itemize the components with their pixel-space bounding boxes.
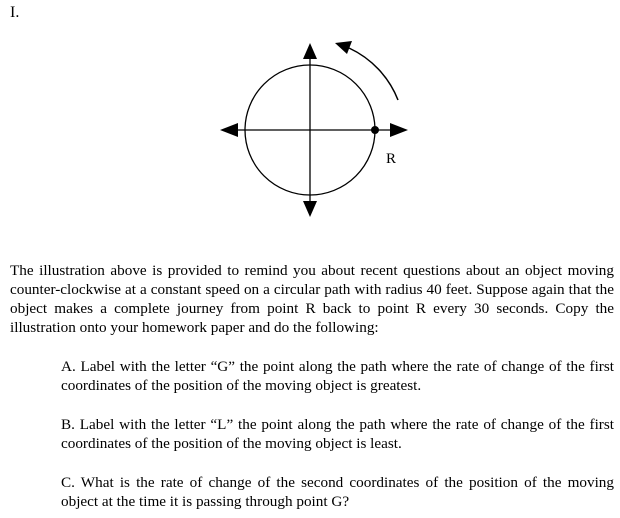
problem-item-c: C. What is the rate of change of the second coordinates of the position of the moving object at the time it is passing through point G? [61, 474, 614, 510]
problem-item-a: A. Label with the letter “G” the point along the path where the rate of change of the first coordinates of the position of the moving object is greatest. [61, 358, 614, 394]
y-axis-up-arrow [303, 43, 317, 59]
point-r-dot [371, 126, 379, 134]
y-axis-down-arrow [303, 201, 317, 217]
x-axis-right-arrow [390, 123, 408, 137]
circle-illustration [0, 0, 620, 240]
x-axis-left-arrow [220, 123, 238, 137]
counter-clockwise-arrowhead [335, 41, 352, 54]
point-r-label: R [386, 151, 397, 167]
section-label: I. [10, 4, 20, 21]
counter-clockwise-arc [349, 48, 398, 100]
problem-item-b: B. Label with the letter “L” the point along the path where the rate of change of the first coordinates of the position of the moving object is least. [61, 416, 614, 452]
problem-intro: The illustration above is provided to remind you about recent questions about an object moving counter-clockwise at a constant speed on a circular path with radius 40 feet. Suppose again that the object makes a complete journey from point R back to point R every 30 seconds. Copy the illustration onto your homework paper and do the following: [10, 262, 614, 336]
